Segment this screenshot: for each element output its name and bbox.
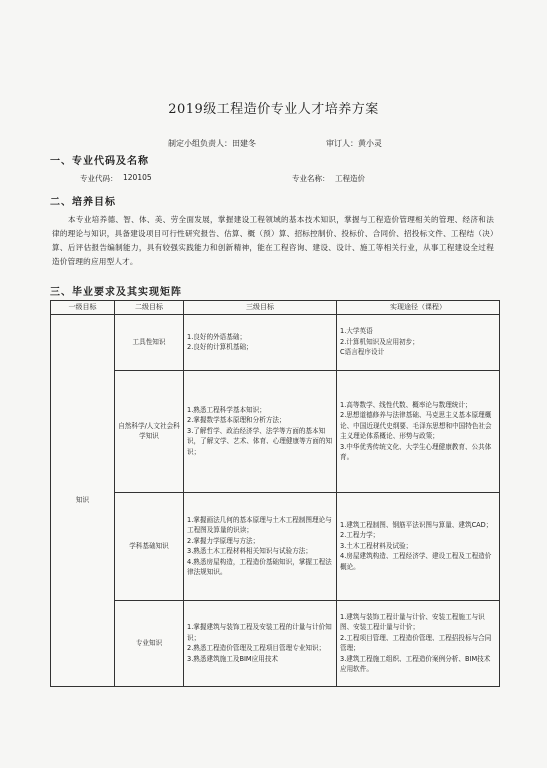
page-title: 2019级工程造价专业人才培养方案: [168, 102, 379, 117]
table-header-row: [51, 301, 500, 315]
level2-cell: 工具性知识: [115, 314, 184, 370]
level3-cell: [184, 492, 337, 600]
course-line: 2.思想道德修养与法律基础、马克思主义基本原理概论、中国近现代史纲要、毛泽东思想和中国特色社会主义理论体系概论、形势与政策；: [340, 411, 492, 440]
level3-line: 3.了解哲学、政治经济学、法学等方面的基本知识，了解文学、艺术、体育、心理健康等方面的知识；: [187, 426, 333, 456]
level3-line: 1.掌握画法几何的基本原理与土木工程制图理论与工程图及算量的识读；: [187, 515, 332, 534]
course-line: 1.建筑与装饰工程计量与计价、安装工程施工与识图、安装工程计量与计价；: [340, 612, 485, 631]
course-line: 2.工程项目管理、工程造价管理、工程招投标与合同管理；: [340, 633, 492, 652]
level3-cell: [184, 314, 337, 370]
level3-line: 1.良好的外语基础；: [187, 332, 247, 341]
header-level1: 一级目标: [51, 301, 115, 315]
table-row: [51, 370, 500, 492]
reviewer-label: 审订人：黄小灵: [326, 139, 382, 148]
major-name-value: 工程造价: [335, 174, 365, 183]
section-heading-matrix: 三、毕业要求及其实现矩阵: [50, 287, 182, 298]
level2-cell: 学科基础知识: [115, 492, 184, 600]
course-line: 3.中华优秀传统文化、大学生心理健康教育、公共体育。: [340, 442, 492, 461]
goal-paragraph: 本专业培养德、智、体、美、劳全面发展，掌握建设工程领域的基本技术知识，掌握与工程造价管理相关的管理、经济和法律的理论与知识，具备建设项目可行性研究报告、估算、概（预）算、招标控制价、投标价、合同价、招投标文件、工程结（决）算、后评估报告编制能力，具有较强实践能力和创新精神，能在工程咨询、建设、设计、施工等相关行业，从事工程建设全过程造价管理的应用型人才。: [52, 215, 494, 266]
section-heading-goal: 二、培养目标: [50, 197, 116, 208]
level3-line: 2.良好的计算机基础；: [187, 343, 253, 351]
courses-cell: [337, 492, 500, 600]
level2-cell: 自然科学/人文社会科学知识: [115, 370, 184, 492]
level3-cell: [184, 600, 337, 686]
level3-line: 3.熟悉建筑施工及BIM应用技术: [187, 654, 278, 663]
header-courses: 实现途径（课程）: [337, 301, 500, 315]
courses-cell: [337, 370, 500, 492]
level3-line: 1.掌握建筑与装饰工程及安装工程的计量与计价知识；: [187, 623, 332, 642]
major-name-label: 专业名称：: [292, 174, 330, 183]
course-line: C语言程序设计: [340, 348, 385, 357]
course-line: 1.大学英语: [340, 327, 373, 336]
table-row: [51, 314, 500, 370]
header-level3: 三级目标: [184, 301, 337, 315]
table-row: [51, 492, 500, 600]
level1-cell: 知识: [51, 314, 115, 686]
maker-label: 制定小组负责人：田建冬: [168, 139, 256, 148]
course-line: 3.建筑工程施工组织、工程造价案例分析、BIM技术应用软件。: [340, 654, 491, 673]
table-row: [51, 600, 500, 686]
level3-line: 1.熟悉工程科学基本知识；: [187, 405, 266, 414]
requirements-matrix: [50, 300, 500, 687]
header-level2: 二级目标: [115, 301, 184, 315]
section-heading-code: 一、专业代码及名称: [50, 156, 149, 167]
level3-line: 3.熟悉土木工程材料相关知识与试验方法；: [187, 547, 312, 555]
level3-line: 2.掌握力学原理与方法；: [187, 536, 260, 545]
courses-cell: [337, 314, 500, 370]
code-value: 120105: [123, 173, 152, 182]
course-line: 4.房屋建筑构造、工程经济学、建设工程及工程造价概论。: [340, 552, 492, 571]
course-line: 2.计算机知识及应用初步；: [340, 337, 419, 346]
course-line: 1.高等数学、线性代数、概率论与数理统计；: [340, 400, 472, 409]
level3-line: 4.熟悉房屋构造，工程造价基础知识，掌握工程法律法规知识。: [187, 557, 332, 576]
course-line: 2.工程力学；: [340, 531, 380, 540]
level3-line: 2.掌握数学基本原理和分析方法；: [187, 416, 286, 425]
level3-cell: [184, 370, 337, 492]
code-label: 专业代码：: [80, 174, 118, 183]
course-line: 3.土木工程材料及试验；: [340, 541, 413, 550]
course-line: 1.建筑工程制图、钢筋平法识图与算量、建筑CAD；: [340, 520, 493, 529]
level2-cell: 专业知识: [115, 600, 184, 686]
level3-line: 2.熟悉工程造价管理及工程项目管理专业知识；: [187, 644, 326, 652]
courses-cell: [337, 600, 500, 686]
